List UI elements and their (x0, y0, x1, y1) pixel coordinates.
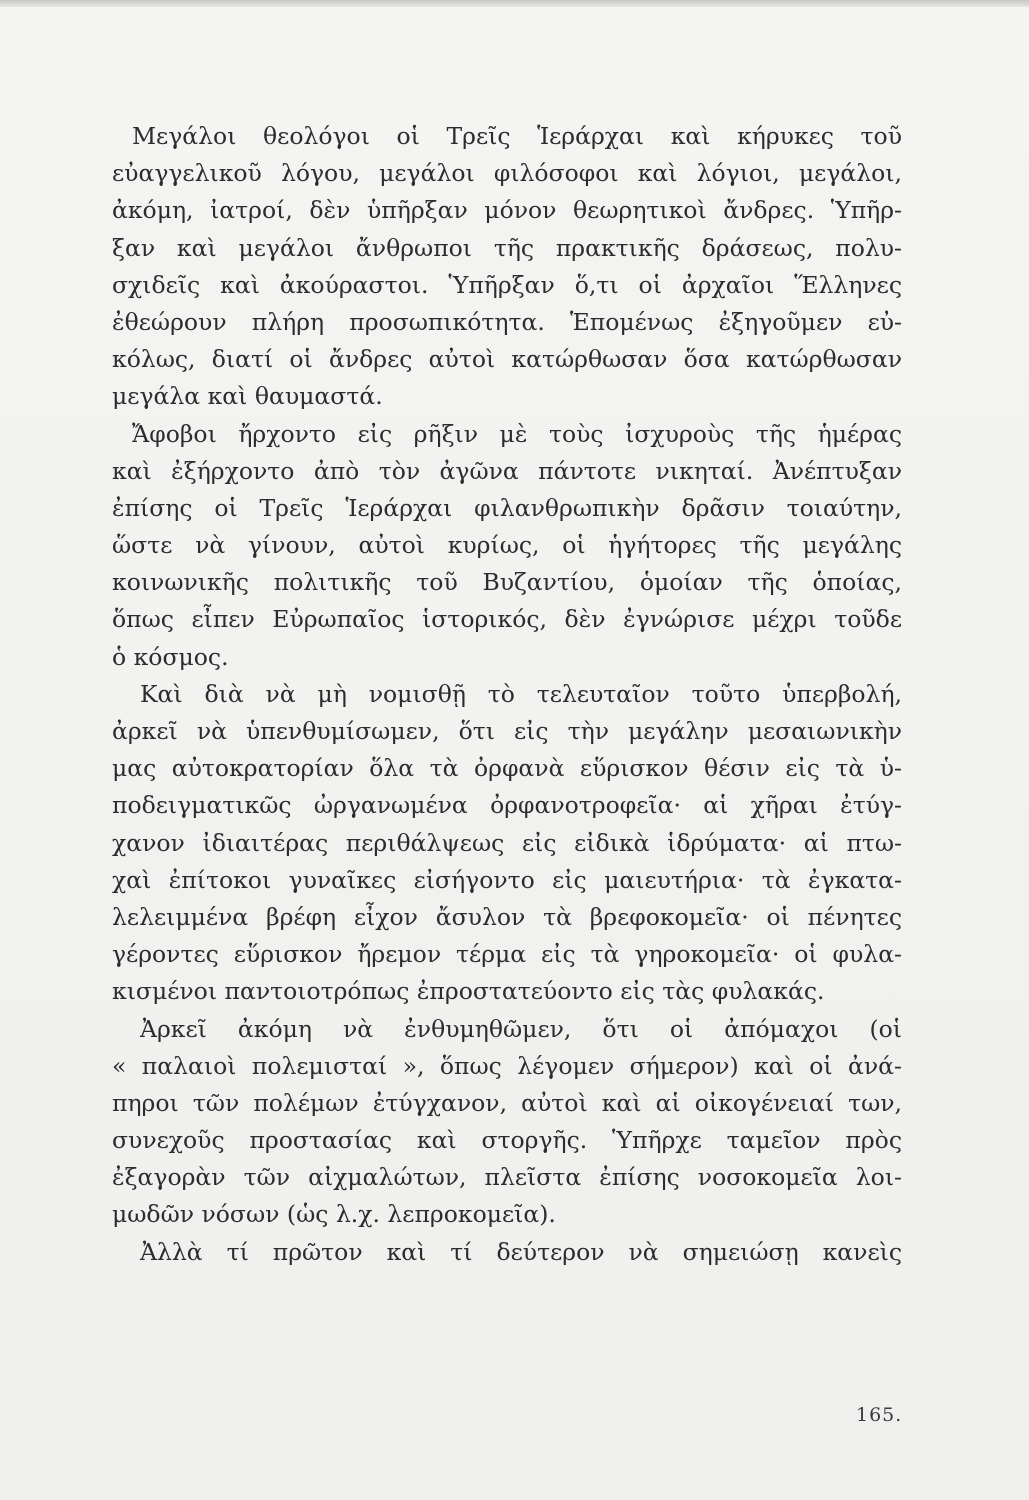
text-line: λελειμμένα βρέφη εἶχον ἄσυλον τὰ βρεφοκομεῖα· οἱ πένητες (112, 902, 902, 931)
text-line: Μεγάλοι θεολόγοι οἱ Τρεῖς Ἱεράρχαι καὶ κήρυκες τοῦ (132, 122, 902, 150)
text-line: « παλαιοὶ πολεμισταί », ὅπως λέγομεν σήμερον) καὶ οἱ ἀνά- (112, 1051, 902, 1080)
text-line: Ἀλλὰ τί πρῶτον καὶ τί δεύτερον νὰ σημειώσῃ κανεὶς (140, 1237, 902, 1266)
text-line: κοινωνικῆς πολιτικῆς τοῦ Βυζαντίου, ὁμοίαν τῆς ὁποίας, (112, 568, 902, 597)
text-line: μωδῶν νόσων (ὡς λ.χ. λεπροκομεῖα). (112, 1200, 556, 1229)
text-line: χαὶ ἐπίτοκοι γυναῖκες εἰσήγοντο εἰς μαιευτήρια· τὰ ἐγκατα- (112, 865, 902, 894)
text-line: ξαν καὶ μεγάλοι ἄνθρωποι τῆς πρακτικῆς δράσεως, πολυ- (112, 233, 902, 262)
text-line: ἐπίσης οἱ Τρεῖς Ἱεράρχαι φιλανθρωπικὴν δρᾶσιν τοιαύτην, (112, 493, 902, 522)
text-line: ἐθεώρουν πλήρη προσωπικότητα. Ἑπομένως ἐξηγοῦμεν εὐ- (112, 307, 902, 336)
text-line: σχιδεῖς καὶ ἀκούραστοι. Ὑπῆρξαν ὅ,τι οἱ ἀρχαῖοι Ἕλληνες (112, 270, 902, 299)
text-line: ἐξαγορὰν τῶν αἰχμαλώτων, πλεῖστα ἐπίσης νοσοκομεῖα λοι- (112, 1163, 902, 1192)
text-line: κόλως, διατί οἱ ἄνδρες αὐτοὶ κατώρθωσαν ὅσα κατώρθωσαν (112, 345, 902, 374)
page-top-edge (0, 0, 1029, 7)
text-line: πηροι τῶν πολέμων ἐτύγχανον, αὐτοὶ καὶ αἱ οἰκογένειαί των, (112, 1088, 902, 1117)
text-line: γέροντες εὕρισκον ἤρεμον τέρμα εἰς τὰ γηροκομεῖα· οἱ φυλα- (112, 940, 902, 969)
text-line: κισμένοι παντοιοτρόπως ἐπροστατεύοντο εἰς τὰς φυλακάς. (112, 977, 825, 1006)
text-line: ποδειγματικῶς ὠργανωμένα ὀρφανοτροφεῖα· αἱ χῆραι ἐτύγ- (112, 791, 902, 820)
text-line: Ἄφοβοι ἤρχοντο εἰς ρῆξιν μὲ τοὺς ἰσχυροὺς τῆς ἡμέρας (132, 419, 902, 448)
page-number: 165. (856, 1404, 903, 1426)
text-line: Καὶ διὰ νὰ μὴ νομισθῇ τὸ τελευταῖον τοῦτο ὑπερβολή, (140, 679, 902, 708)
text-line: ἀκόμη, ἰατροί, δὲν ὑπῆρξαν μόνον θεωρητικοὶ ἄνδρες. Ὑπῆρ- (112, 196, 902, 225)
text-line: εὐαγγελικοῦ λόγου, μεγάλοι φιλόσοφοι καὶ λόγιοι, μεγάλοι, (112, 159, 902, 188)
text-line: ὅπως εἶπεν Εὐρωπαῖος ἱστορικός, δὲν ἐγνώρισε μέχρι τοῦδε (112, 605, 902, 634)
text-line: συνεχοῦς προστασίας καὶ στοργῆς. Ὑπῆρχε ταμεῖον πρὸς (112, 1126, 902, 1155)
text-line: ὁ κόσμος. (112, 642, 229, 671)
text-line: καὶ ἐξήρχοντο ἀπὸ τὸν ἀγῶνα πάντοτε νικηταί. Ἀνέπτυξαν (112, 456, 902, 485)
text-line: μας αὐτοκρατορίαν ὅλα τὰ ὀρφανὰ εὕρισκον θέσιν εἰς τὰ ὑ- (112, 754, 902, 783)
body-text (112, 118, 902, 1271)
text-line: Ἀρκεῖ ἀκόμη νὰ ἐνθυμηθῶμεν, ὅτι οἱ ἀπόμαχοι (οἱ (140, 1014, 902, 1043)
text-line: ἀρκεῖ νὰ ὑπενθυμίσωμεν, ὅτι εἰς τὴν μεγάλην μεσαιωνικὴν (112, 717, 902, 745)
text-line: μεγάλα καὶ θαυμαστά. (112, 382, 383, 411)
text-line: χανον ἰδιαιτέρας περιθάλψεως εἰς εἰδικὰ ἱδρύματα· αἱ πτω- (112, 828, 902, 857)
text-line: ὥστε νὰ γίνουν, αὐτοὶ κυρίως, οἱ ἡγήτορες τῆς μεγάλης (112, 531, 902, 560)
